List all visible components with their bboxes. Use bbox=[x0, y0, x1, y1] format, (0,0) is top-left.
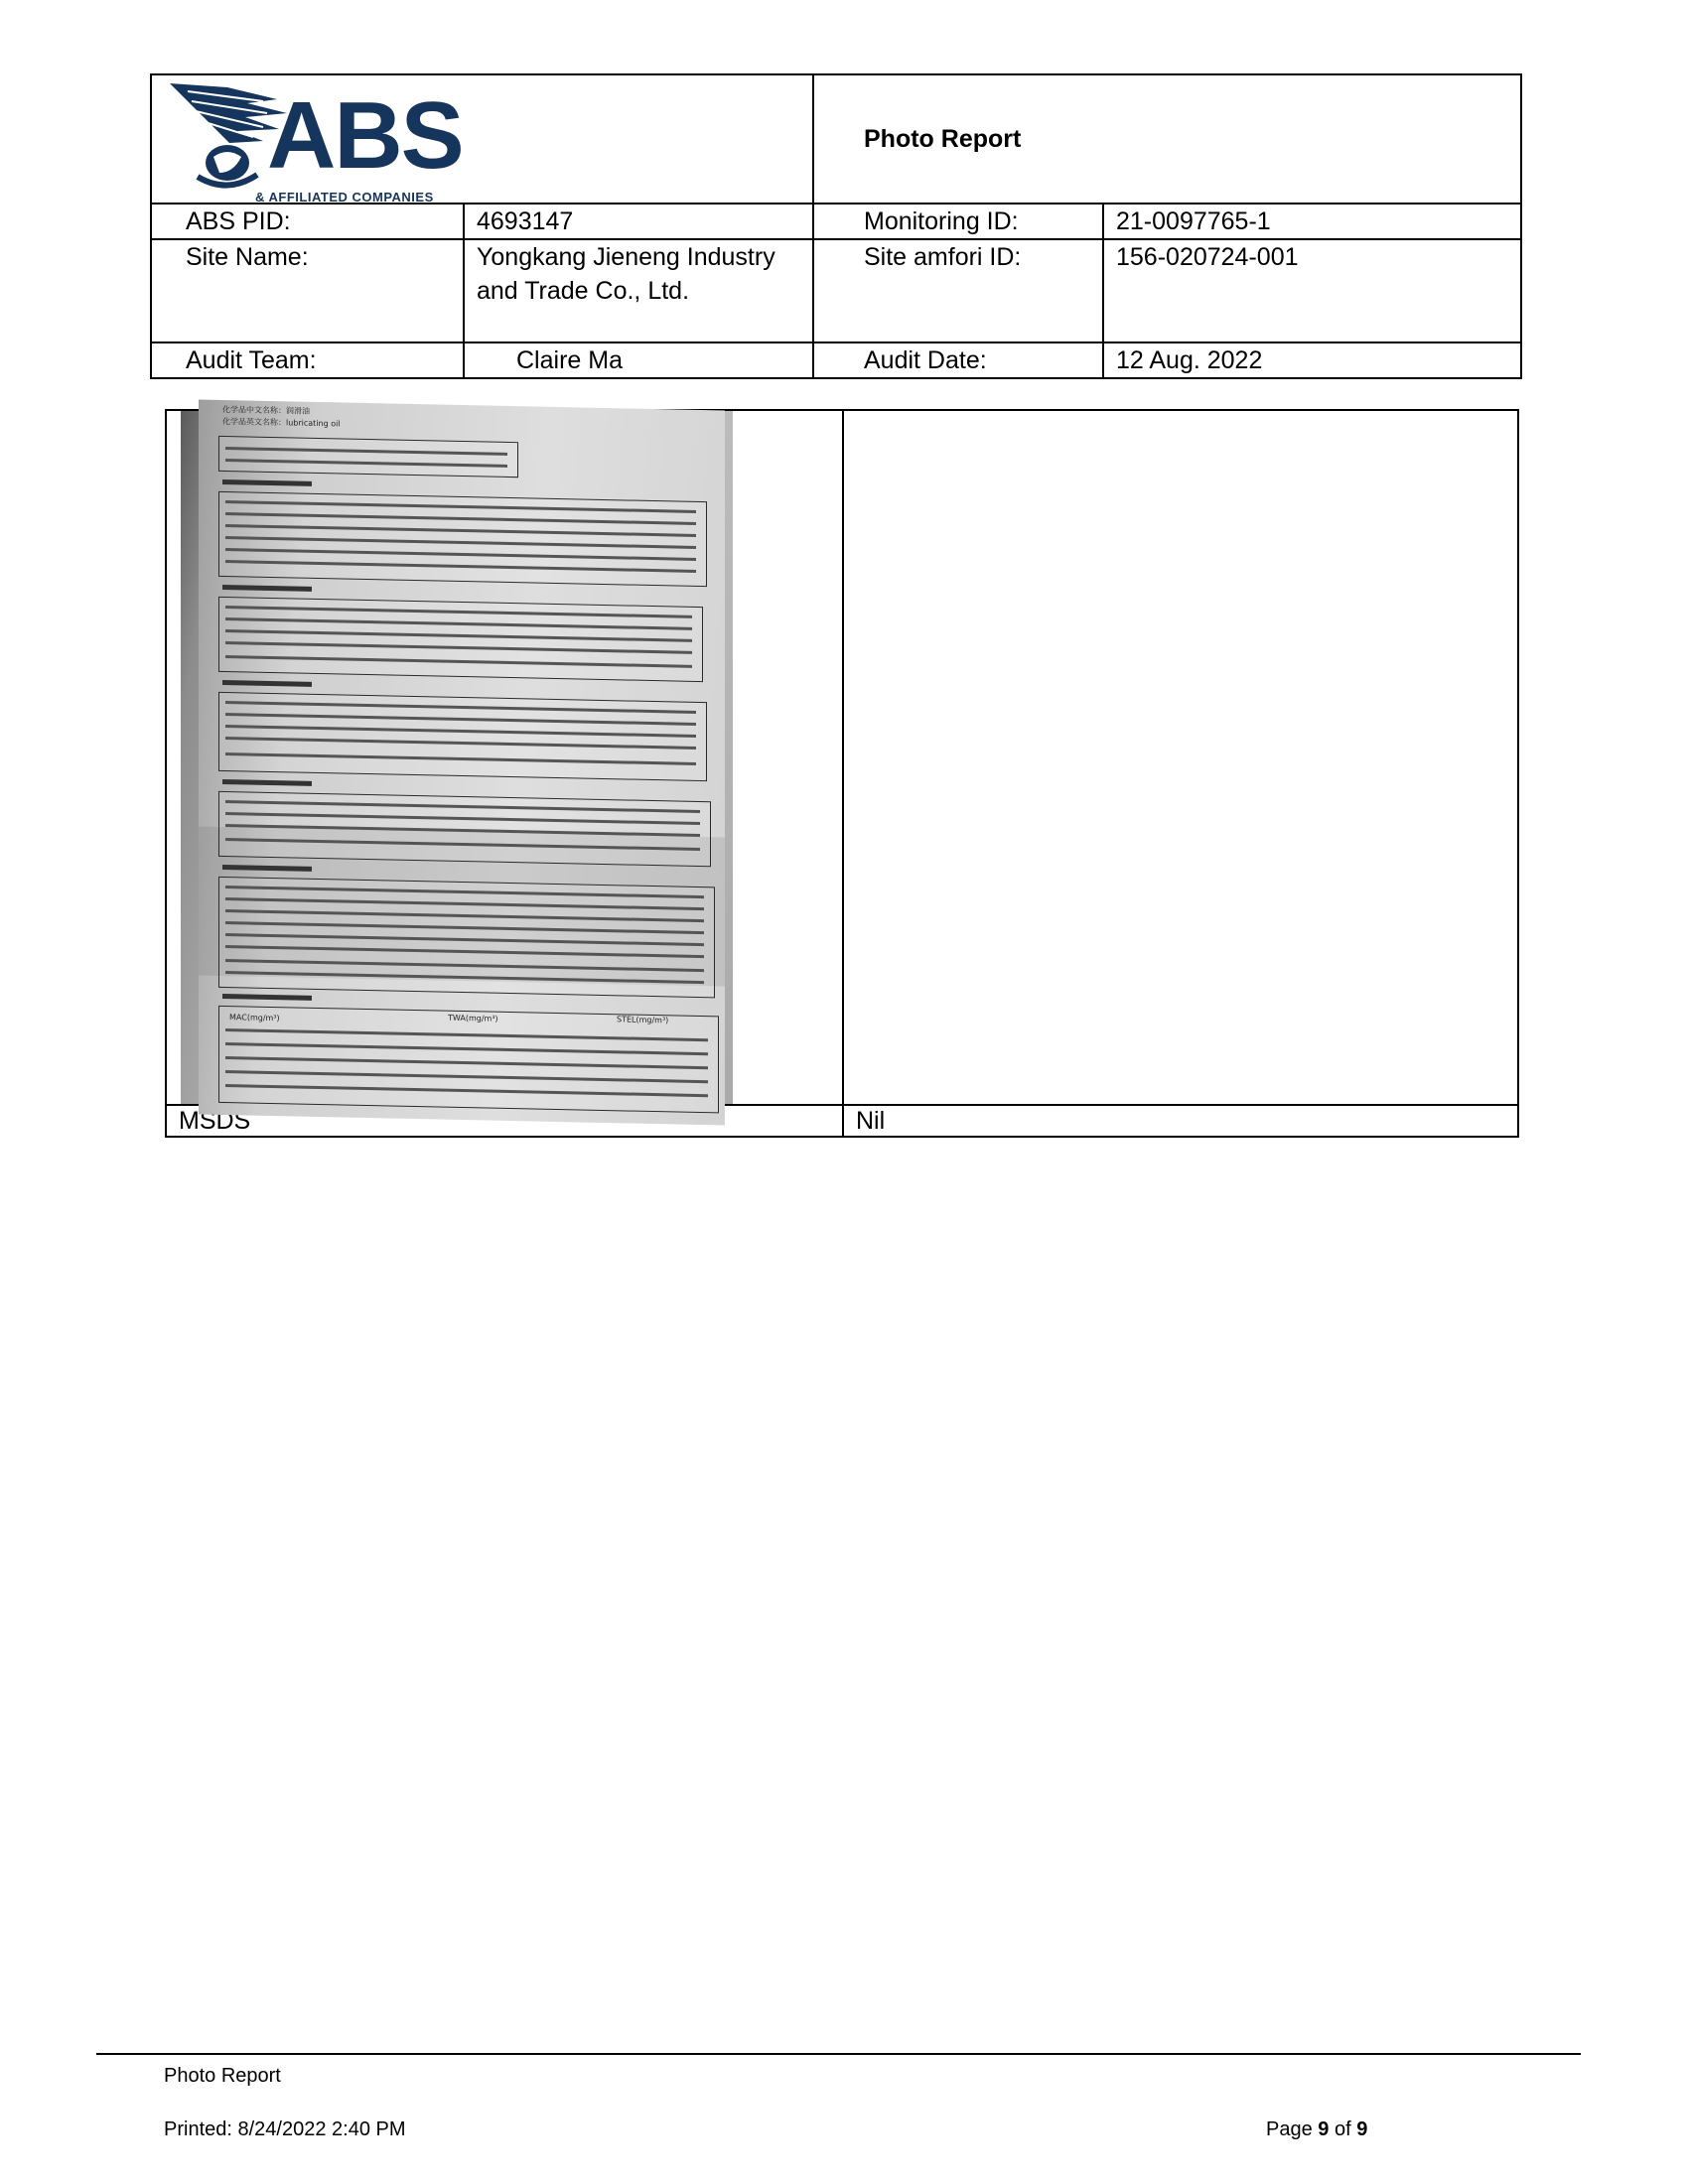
page-total: 9 bbox=[1356, 2118, 1368, 2140]
msds-photo bbox=[181, 404, 733, 1104]
footer-divider bbox=[96, 2053, 1581, 2055]
abs-logo bbox=[168, 77, 486, 205]
logo-cell bbox=[151, 74, 813, 204]
photo-text-twa: TWA(mg/m³) bbox=[448, 1013, 498, 1024]
photo-text-stel: STEL(mg/m³) bbox=[617, 1015, 669, 1025]
photo-text-en-name: 化学品英文名称：lubricating oil bbox=[222, 416, 341, 429]
site-name-value: Yongkang Jieneng Industry and Trade Co., Ltd. bbox=[464, 239, 813, 342]
monitoring-id-value: 21-0097765-1 bbox=[1103, 204, 1521, 239]
audit-date-label: Audit Date: bbox=[813, 342, 1103, 378]
report-title: Photo Report bbox=[864, 125, 1022, 153]
photo-caption-left: MSDS bbox=[166, 1105, 843, 1137]
report-header-table bbox=[150, 73, 1522, 379]
header-row-site bbox=[151, 239, 1521, 342]
page-prefix: Page bbox=[1266, 2118, 1313, 2140]
header-row-audit bbox=[151, 342, 1521, 378]
photo-caption-right: Nil bbox=[843, 1105, 1518, 1137]
footer-page-number bbox=[1266, 2118, 1367, 2141]
photo-cell-right bbox=[843, 410, 1518, 1105]
msds-sheet bbox=[199, 399, 725, 1125]
abs-pid-label: ABS PID: bbox=[151, 204, 464, 239]
site-amfori-id-label: Site amfori ID: bbox=[813, 239, 1103, 342]
abs-pid-value: 4693147 bbox=[464, 204, 813, 239]
photo-text-cn-name: 化学品中文名称：润滑油 bbox=[222, 404, 310, 416]
monitoring-id-label: Monitoring ID: bbox=[813, 204, 1103, 239]
audit-date-value: 12 Aug. 2022 bbox=[1103, 342, 1521, 378]
photo-text-mac: MAC(mg/m³) bbox=[229, 1013, 280, 1024]
photo-cell-left bbox=[166, 404, 843, 1105]
logo-wordmark: ABS bbox=[267, 82, 463, 189]
photo-table bbox=[165, 404, 1519, 1138]
page-of: of bbox=[1334, 2118, 1351, 2140]
site-name-label: Site Name: bbox=[151, 239, 464, 342]
page-current: 9 bbox=[1318, 2118, 1330, 2140]
audit-team-value: Claire Ma bbox=[464, 342, 813, 378]
logo-tagline: & AFFILIATED COMPANIES bbox=[255, 190, 434, 205]
report-title-cell bbox=[813, 74, 1521, 204]
footer-printed-date: Printed: 8/24/2022 2:40 PM bbox=[164, 2118, 406, 2140]
footer-report-name: Photo Report bbox=[164, 2065, 281, 2087]
site-amfori-id-value: 156-020724-001 bbox=[1103, 239, 1521, 342]
audit-team-label: Audit Team: bbox=[151, 342, 464, 378]
